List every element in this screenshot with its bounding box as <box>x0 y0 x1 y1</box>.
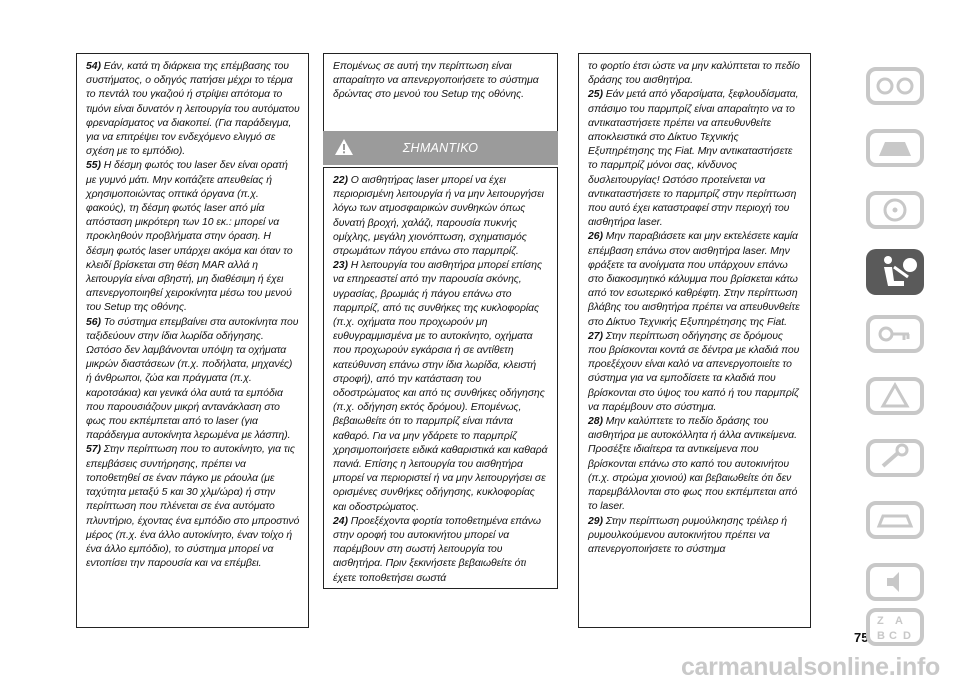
car-dashboard-icon <box>865 66 925 106</box>
text-column-3 <box>578 53 811 628</box>
tab-car-interior[interactable] <box>829 117 960 179</box>
note-number: 27) <box>588 330 606 342</box>
tab-steering-wheel[interactable] <box>829 179 960 241</box>
important-banner <box>323 131 558 165</box>
note-number: 55) <box>86 160 104 172</box>
index-letter: C <box>888 630 897 642</box>
paragraph-55: 55) Η δέσμη φωτός του laser δεν είναι ορατή με γυμνό μάτι. Μην κοιτάζετε απευθείας ή χρησιμοποιώντας οπτικά όργανα (π.χ. φακούς), τη δέσμη φωτός laser από μία απόσταση μικρότερη των 10 εκ.: μπορεί να προκληθούν προβλήματα στην όραση. Η δέσμη φωτός laser υπάρχει ακόμα και όταν το κλειδί βρίσκεται στη θέση MAR αλλά η λειτουργία είναι σβηστή, μη διαθέσιμη ή έχει απενεργοποιηθεί χειροκίνητα μέσω του μενού του Setup της οθόνης. <box>86 160 293 314</box>
paragraph-29: 29) Στην περίπτωση ρυμούλκησης τρέιλερ ή ρυμουλκούμενου αυτοκινήτου πρέπει να απενεργοποιήσετε το σύστημα <box>588 515 787 555</box>
index-letter: D <box>902 630 911 642</box>
paragraph-24-continued: το φορτίο έτσι ώστε να μην καλύπτεται το πεδίο δράσης του αισθητήρα. <box>588 61 800 87</box>
road-warning-icon <box>865 376 925 416</box>
paragraph-25: 25) Εάν μετά από γδαρσίματα, ξεφλουδίσματα, σπάσιμο του παρμπρίζ είναι απαραίτητο να το αντικαταστήσετε πρέπει να απευθυνθείτε αποκλειστικά στο Δίκτυο Τεχνικής Εξυπηρέτησης της Fiat. Μην αντικαταστήσετε το παρμπρίζ μόνοι σας, κίνδυνος δυσλειτουργίας! Ωστόσο προτείνεται να αντικαταστήσετε το παρμπρίζ στην περίπτωση που αυτό έχει καταστραφεί στην περιοχή του αισθητήρα laser. <box>588 89 799 229</box>
note-number: 29) <box>588 515 606 527</box>
warning-triangle-icon <box>334 137 354 157</box>
tab-wrench-car[interactable] <box>829 427 960 489</box>
note-number: 25) <box>588 89 606 101</box>
watermark: carmanualsonline.info <box>0 652 960 683</box>
paragraph-57: 57) Στην περίπτωση που το αυτοκίνητο, για τις επεμβάσεις συντήρησης, πρέπει να τοποθετηθεί σε έναν πάγκο με ράουλα (με ταχύτητα μεταξύ 5 και 30 χλμ/ώρα) ή στην περίπτωση που πλένεται σε ένα αυτόματο πλυντήριο, έχοντας ένα εμπόδιο στο μπροστινό μέρος (π.χ. ένα άλλο αυτοκίνητο, έναν τοίχο ή ένα άλλο εμπόδιο), το σύστημα μπορεί να εντοπίσει την παρουσία και να επέμβει. <box>86 444 300 570</box>
car-interior-icon <box>865 128 925 168</box>
tab-index[interactable] <box>829 607 960 647</box>
text-column-1 <box>76 53 309 628</box>
paragraph-57-continued: Επομένως σε αυτή την περίπτωση είναι απαραίτητο να απενεργοποιήσετε το σύστημα δρώντας στο μενού του Setup της οθόνης. <box>333 61 539 101</box>
paragraph-23: 23) Η λειτουργία του αισθητήρα μπορεί επίσης να επηρεαστεί από την παρουσία σκόνης, υγρασίας, βρωμιάς ή πάγου επάνω στο παρμπρίζ, από τις συνθήκες της κυκλοφορίας (π.χ. οχήματα που προχωρούν μη ευθυγραμμισμένα με το αυτοκίνητο, οχήματα που προχωρούν εγκάρσια ή σε αντίθετη κατεύθυνση επάνω στην ίδια λωρίδα, κλειστή στροφή), από την κατάσταση του οδοστρώματος και από τις συνθήκες οδήγησης (π.χ. οδήγηση εκτός δρόμου). Επομένως, βεβαιωθείτε ότι το παρμπρίζ είναι πάντα καθαρό. Για να μην γδάρετε το παρμπρίζ χρησιμοποιήσετε ειδικά καθαριστικά και καθαρά πανιά. Επίσης η λειτουργία του αισθητήρα μπορεί να περιοριστεί ή να μην λειτουργήσει σε ορισμένες συνθήκες οδήγησης, κυκλοφορίας και οδοστρώματος. <box>333 260 548 513</box>
key-icon <box>865 314 925 354</box>
paragraph-56: 56) Το σύστημα επεμβαίνει στα αυτοκίνητα που ταξιδεύουν στην ίδια λωρίδα οδήγησης. Ωστόσο δεν λαμβάνονται υπόψη τα οχήματα μικρών διαστάσεων (π.χ. ποδήλατα, μηχανές) ή άνθρωποι, ζώα και πράγματα (π.χ. καροτσάκια) και γενικά όλα αυτά τα εμπόδια που παρουσιάζουν μικρή αντανάκλαση στο φως που εκπέμπεται από το laser (για παράδειγμα αυτοκίνητα λερωμένα με λάσπη). <box>86 316 299 442</box>
note-number: 23) <box>333 260 351 272</box>
tab-car-dashboard[interactable] <box>829 55 960 117</box>
note-number: 54) <box>86 61 104 72</box>
index-letter: Z <box>876 615 884 627</box>
text-column-2 <box>323 167 558 589</box>
wrench-car-icon <box>865 438 925 478</box>
paragraph-28: 28) Μην καλύπτετε το πεδίο δράσης του αισθητήρα με αυτοκόλλητα ή άλλα αντικείμενα. Προσέξτε ιδιαίτερα τα αντικείμενα που βρίσκονται επάνω στο καπό του αυτοκινήτου (π.χ. στρώμα χιονιού) και βεβαιωθείτε ότι δεν παρεμβάλλονται στο φως που εκπέμπεται από το laser. <box>588 416 798 513</box>
paragraph-26: 26) Μην παραβιάσετε και μην εκτελέσετε καμία επέμβαση επάνω στον αισθητήρα laser. Μην φράξετε τα ανοίγματα που υπάρχουν επάνω στο διακοσμητικό κάλυμμα που βρίσκεται κάτω από τον εσωτερικό καθρέφτη. Στην περίπτωση βλάβης του αισθητήρα πρέπει να απευθυνθείτε στο Δίκτυο Τεχνικής Εξυπηρέτησης της Fiat. <box>588 231 800 328</box>
tab-airbag-seat[interactable] <box>829 241 960 303</box>
index-letters-icon <box>865 607 925 647</box>
note-number: 56) <box>86 316 104 328</box>
paragraph-54: 54) Εάν, κατά τη διάρκεια της επέμβασης του συστήματος, ο οδηγός πατήσει μέχρι το τέρμα το πεντάλ του γκαζιού ή στρίψει απότομα το τιμόνι είναι δυνατόν η λειτουργία του αυτόματου φρεναρίσματος να διακοπεί. (Για παράδειγμα, για να επιτρέψει τον ενδεχόμενο ελιγμό σε σχέση με το εμπόδιο). <box>86 61 300 158</box>
car-specs-icon <box>865 500 925 540</box>
index-letter: B <box>876 630 885 642</box>
paragraph-27: 27) Στην περίπτωση οδήγησης σε δρόμους που βρίσκονται κοντά σε δέντρα με κλαδιά που προεξέχουν είναι καλό να απενεργοποιείτε το σύστημα για να εμποδίσετε τα κλαδιά που βρίσκονται στο ύψος του καπό ή του παρμπρίζ να παρέμβουν στο σύστημα. <box>588 330 800 413</box>
steering-wheel-icon <box>865 190 925 230</box>
note-number: 28) <box>588 416 606 428</box>
paragraph-22: 22) Ο αισθητήρας laser μπορεί να έχει περιορισμένη λειτουργία ή να μην λειτουργήσει λόγω των ατμοσφαιρικών συνθηκών όπως δυνατή βροχή, χαλάζι, παρουσία πυκνής ομίχλης, μεγάλη χιονόπτωση, σχηματισμός στρωμάτων πάγου επάνω στο παρμπρίζ. <box>333 175 544 258</box>
tab-car-specs[interactable] <box>829 489 960 551</box>
note-number: 26) <box>588 231 606 243</box>
index-letter: A <box>894 615 903 627</box>
audio-icon <box>865 562 925 602</box>
paragraph-24: 24) Προεξέχοντα φορτία τοποθετημένα επάνω στην οροφή του αυτοκινήτου μπορεί να παρέμβουν στη σωστή λειτουργία του αισθητήρα. Πριν ξεκινήσετε βεβαιωθείτε ότι έχετε τοποθετήσει σωστά <box>333 515 541 584</box>
tab-audio[interactable] <box>829 551 960 613</box>
note-number: 57) <box>86 444 104 456</box>
note-number: 22) <box>333 175 351 186</box>
important-label: ΣΗΜΑΝΤΙΚΟ <box>402 141 479 155</box>
tab-key[interactable] <box>829 303 960 365</box>
airbag-seat-icon <box>864 247 926 297</box>
note-number: 24) <box>333 515 351 527</box>
page-number: 75 <box>854 630 869 645</box>
tab-road-warning[interactable] <box>829 365 960 427</box>
